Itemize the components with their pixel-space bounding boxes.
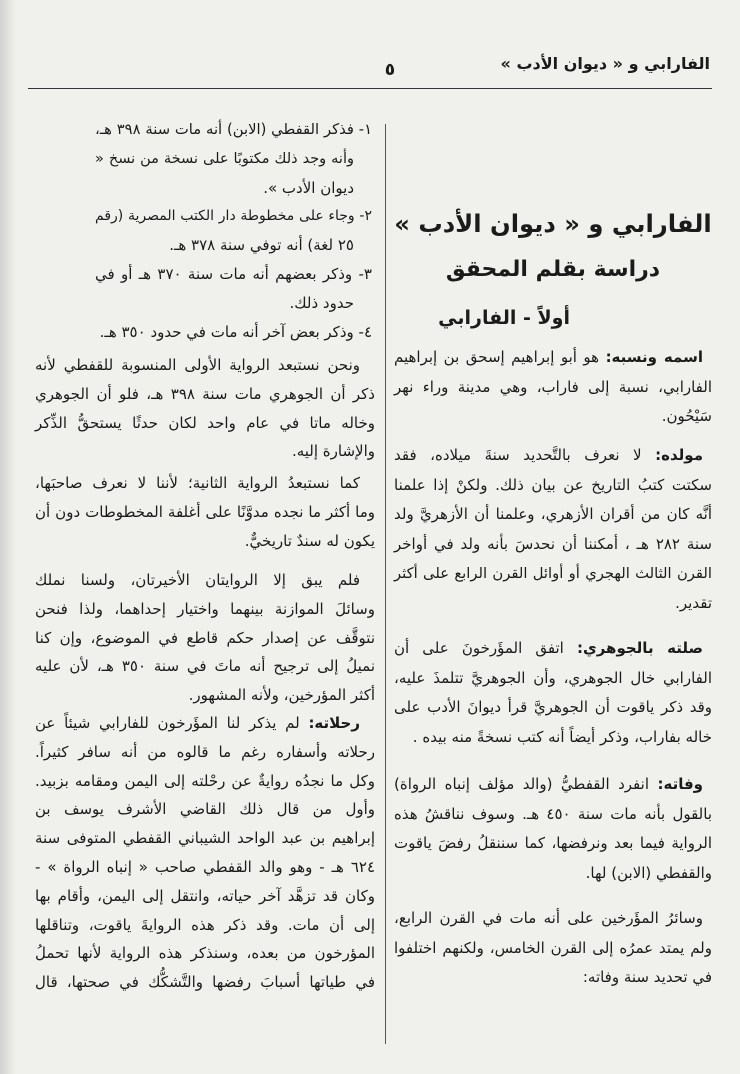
- text-line: سَيْحُون.: [661, 407, 712, 425]
- paragraph-label: وفاته:: [657, 775, 703, 793]
- section-heading: أولاً - الفارابي: [438, 307, 570, 329]
- running-header-title: الفارابي و « ديوان الأدب »: [500, 54, 710, 73]
- text-line: [394, 441, 712, 471]
- paragraph-label: مولده:: [655, 446, 703, 464]
- text-line: أكثر المؤرخين، ولأنه المشهور.: [188, 686, 375, 705]
- text-line: ١- فذكر القفطي (الابن) أنه مات سنة ٣٩٨ هـ،: [95, 121, 372, 138]
- paragraph-death: [394, 770, 712, 888]
- paragraph-second-report: [35, 469, 375, 555]
- text-line: وخاله ماتا في عام واحد لكان حدثًا يستحقُّ الذِّكر: [35, 413, 375, 432]
- text-line: ٤- وذكر بعض آخر أنه مات في حدود ٣٥٠ هـ.: [99, 322, 372, 341]
- death-date-list: [95, 116, 372, 346]
- text-line: ولم يمتد عمرُه إلى القرن الخامس، ولكنهم اختلفوا: [394, 938, 712, 957]
- text-line: فلم يبق إلا الروايتان الأخيرتان، ولسنا نملك: [35, 571, 360, 589]
- paragraph-travels: [35, 709, 375, 997]
- text-line: [394, 770, 712, 800]
- paragraph-label: صلته بالجوهري:: [576, 639, 703, 657]
- paragraph-relation-jawhari: [394, 634, 712, 752]
- text-line: ٦٢٤ هـ - وهو والد القفطي صاحب « إنباه الرواة » -: [35, 857, 375, 876]
- text-line: [394, 634, 712, 664]
- list-item: [95, 202, 372, 260]
- line-text: لا نعرف بالتَّحديد سنةَ ميلاده، فقد: [394, 446, 642, 464]
- list-item: [95, 116, 372, 202]
- text-line: وكان قد تزهَّد آخر حياته، وانتقل إلى اليمن، وأقام بها: [35, 886, 375, 905]
- text-line: ٢٥ لغة) أنه توفي سنة ٣٧٨ هـ.: [169, 236, 354, 255]
- text-line: ذكر أن الجوهري مات سنة ٣٩٨ هـ، فلو أن الجوهري: [35, 384, 375, 403]
- text-line: والإشارة إليه.: [291, 442, 375, 461]
- text-line: الفارابي، نسبة إلى فاراب، وهي مدينة وراء نهر: [394, 377, 712, 396]
- line-text: انفرد القفطيُّ (والد مؤلف إنباه الرواة): [394, 775, 649, 793]
- text-line: وسائلَ الموازنة بينهما واختيار إحداهما، ولذا فنحن: [35, 599, 375, 618]
- list-item: [95, 260, 372, 318]
- text-line: وأول من قال ذلك القاضي الأشرف يوسف بن: [35, 800, 375, 819]
- paragraph-name-lineage: [394, 343, 712, 432]
- text-line: تقدير.: [675, 593, 712, 612]
- text-line: سنة ٢٨٢ هـ ، أمكننا أن نحدسَ بأنه ولد في أواخر: [394, 534, 712, 553]
- text-line: المؤرخون من بعده، وسنذكر هذه الرواية لأنها تحملُ: [35, 944, 375, 963]
- paragraph-first-report: [35, 351, 375, 466]
- text-line: إلى أن مات. وقد ذكر هذه الروايةَ ياقوت، وتناقلها: [35, 915, 375, 934]
- paragraph-remaining-reports: [35, 566, 375, 710]
- text-line: رحلاته وأسفاره رغم ما قالوه من أنه سافر كثيراً.: [35, 742, 375, 761]
- article-title: الفارابي و « ديوان الأدب »: [394, 209, 712, 238]
- text-line: ٣- وذكر بعضهم أنه مات سنة ٣٧٠ هـ أو في: [95, 264, 372, 283]
- text-line: وما أكثر ما نجده مدوَّنًا على أغلفة المخطوطات دون أن: [35, 502, 375, 521]
- text-line: ونحن نستبعد الرواية الأولى المنسوبة للقفطي لأنه: [35, 356, 360, 374]
- line-text: هو أبو إبراهيم إسحق بن إبراهيم: [394, 348, 600, 366]
- text-line: يكون له سندٌ تاريخيٌّ.: [244, 531, 375, 550]
- text-line: والقفطي (الابن) لها.: [585, 863, 712, 882]
- text-line: [35, 709, 375, 738]
- text-line: ٢- وجاء على مخطوطة دار الكتب المصرية (رقم: [95, 208, 372, 225]
- text-line: خاله بفاراب، وذكر أيضاً أنه كتب نسخةً منه بيده .: [412, 727, 712, 746]
- text-line: الرواية فيما بعد ونرفضها، كما سننقلُ رفضَ ياقوت: [394, 834, 712, 852]
- article-subtitle: دراسة بقلم المحقق: [445, 257, 661, 282]
- text-line: نميلُ إلى ترجيح أنه ماتَ في سنة ٣٥٠ هـ، لأن عليه: [35, 657, 375, 676]
- text-line: في تحديد سنة وفاته:: [582, 968, 712, 986]
- text-line: [394, 343, 712, 373]
- text-line: سكتت كتبُ التاريخ عن بيان ذلك. ولكنْ إذا علمنا: [394, 475, 712, 494]
- text-line: وسائرُ المؤَرخين على أنه مات في القرن الرابع،: [394, 909, 703, 927]
- text-line: وكل ما نجدُه روايةٌ عن رحْلته إلى اليمن ومقامه بزبيد.: [35, 771, 375, 790]
- page-number: ٥: [384, 60, 396, 80]
- text-line: إبراهيم بن عبد الواحد الشيباني القفطي المتوفى سنة: [35, 829, 375, 848]
- paragraph-birth: [394, 441, 712, 618]
- text-line: في طياتها أسبابَ رفضها والتَّشكُّك في صحتها، قال: [35, 973, 375, 992]
- text-line: الفارابي خال الجوهري، وأن الجوهريَّ تتلمذَ عليه،: [394, 668, 712, 687]
- text-line: أنَّه كان من أقران الأزهري، وعلمنا أن الأزهريَّ ولد: [394, 505, 712, 523]
- list-item: [95, 318, 372, 347]
- text-line: ديوان الأدب ».: [263, 178, 354, 197]
- column-divider: [385, 124, 386, 1044]
- text-line: القرن الثالث الهجري أو أوائل القرن الرابع على أكثر: [394, 565, 712, 582]
- paragraph-label: رحلاته:: [308, 714, 360, 732]
- text-line: حدود ذلك.: [289, 293, 354, 312]
- line-text: اتفق المؤَرخونَ على أن: [394, 639, 564, 657]
- text-line: كما نستبعدُ الرواية الثانية؛ لأننا لا نعرف صاحبَها،: [35, 474, 360, 492]
- text-line: وقد ذكر ياقوت أن الجوهريَّ قرأ ديوانَ الأدب على: [394, 698, 712, 716]
- text-line: بالقول بأنه مات سنة ٤٥٠ هـ. وسوف نناقشُ هذه: [394, 804, 712, 823]
- paragraph-other-historians: [394, 904, 712, 993]
- line-text: لم يذكر لنا المؤَرخون للفارابي شيئاً عن: [35, 714, 300, 732]
- right-column: [394, 0, 712, 1074]
- left-column: [35, 0, 375, 1074]
- text-line: وأنه وجد ذلك مكتوبًا على نسخة من نسخ «: [95, 150, 354, 167]
- text-line: نتوقَّف عن إصدار حكم قاطع في الموضوع، وإن كنا: [35, 628, 375, 647]
- paragraph-label: اسمه ونسبه:: [605, 348, 703, 366]
